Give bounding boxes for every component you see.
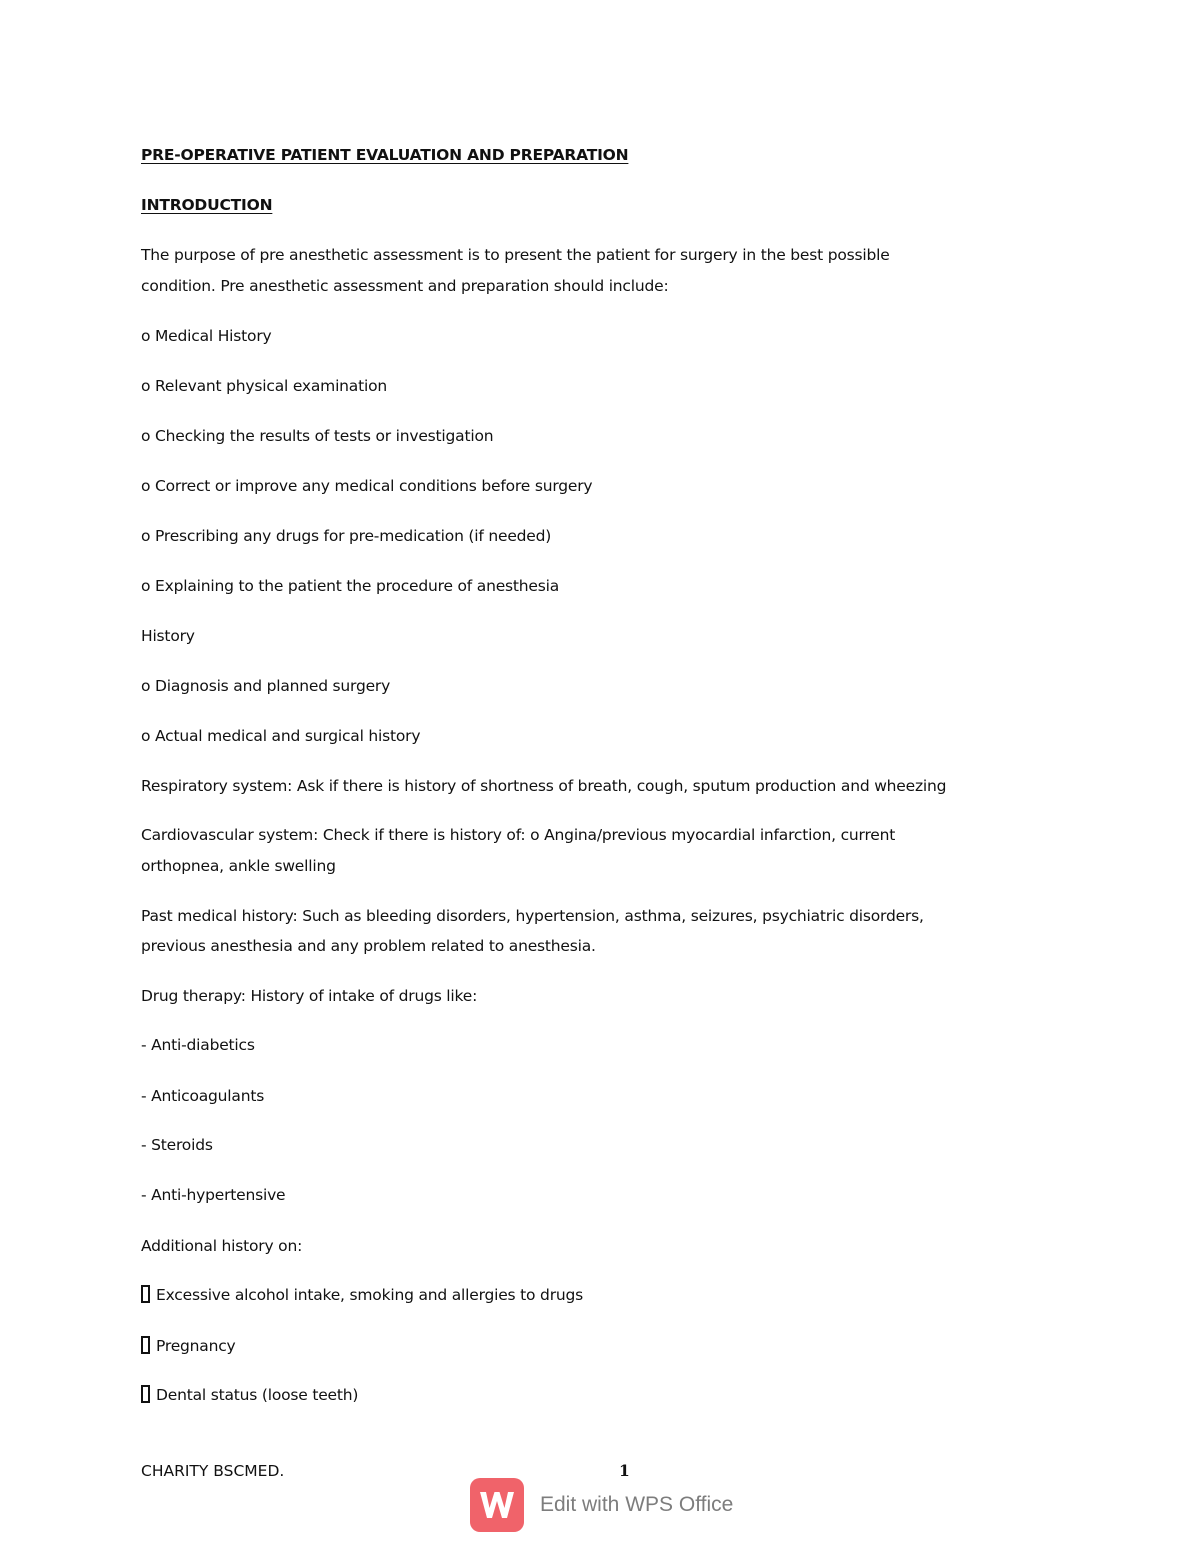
section-heading-introduction: INTRODUCTION	[141, 196, 273, 214]
respiratory-paragraph: Respiratory system: Ask if there is history of shortness of breath, cough, sputum production and wheezing	[141, 777, 947, 795]
additional-history-label: Additional history on:	[141, 1237, 303, 1255]
intro-paragraph-line-1: The purpose of pre anesthetic assessment is to present the patient for surgery in the best possible	[141, 246, 890, 264]
list-item: - Anticoagulants	[141, 1087, 265, 1105]
list-item-text: Pregnancy	[156, 1337, 236, 1355]
list-item: o Actual medical and surgical history	[141, 727, 421, 745]
footer-author: CHARITY BSCMED.	[141, 1462, 285, 1480]
list-item: o Medical History	[141, 327, 272, 345]
list-item: o Explaining to the patient the procedure of anesthesia	[141, 577, 560, 595]
wps-edit-badge[interactable]	[470, 1477, 733, 1533]
wps-w-icon	[470, 1478, 524, 1532]
cardiovascular-paragraph-line-1: Cardiovascular system: Check if there is history of: o Angina/previous myocardial infarction, current	[141, 826, 896, 844]
list-item: - Steroids	[141, 1136, 213, 1154]
history-label: History	[141, 627, 195, 645]
list-item: - Anti-hypertensive	[141, 1186, 286, 1204]
past-medical-paragraph-line-2: previous anesthesia and any problem related to anesthesia.	[141, 937, 596, 955]
list-item: o Relevant physical examination	[141, 377, 387, 395]
square-bullet-icon	[141, 1336, 150, 1354]
wps-edit-label[interactable]: Edit with WPS Office	[540, 1493, 734, 1516]
list-item: o Correct or improve any medical conditions before surgery	[141, 477, 593, 495]
list-item-text: Excessive alcohol intake, smoking and allergies to drugs	[156, 1286, 584, 1304]
list-item: o Diagnosis and planned surgery	[141, 677, 391, 695]
document-title: PRE-OPERATIVE PATIENT EVALUATION AND PREPARATION	[141, 146, 629, 164]
list-item: o Checking the results of tests or investigation	[141, 427, 494, 445]
list-item	[141, 1285, 583, 1305]
list-item: - Anti-diabetics	[141, 1036, 255, 1054]
list-item: o Prescribing any drugs for pre-medication (if needed)	[141, 527, 552, 545]
list-item-text: Dental status (loose teeth)	[156, 1386, 359, 1404]
past-medical-paragraph-line-1: Past medical history: Such as bleeding disorders, hypertension, asthma, seizures, psychiatric disorders,	[141, 907, 924, 925]
list-item	[141, 1336, 236, 1356]
drug-therapy-paragraph: Drug therapy: History of intake of drugs like:	[141, 987, 478, 1005]
cardiovascular-paragraph-line-2: orthopnea, ankle swelling	[141, 857, 336, 875]
square-bullet-icon	[141, 1285, 150, 1303]
intro-paragraph-line-2: condition. Pre anesthetic assessment and preparation should include:	[141, 277, 669, 295]
square-bullet-icon	[141, 1385, 150, 1403]
list-item	[141, 1385, 358, 1405]
page-number: 1	[619, 1461, 630, 1480]
